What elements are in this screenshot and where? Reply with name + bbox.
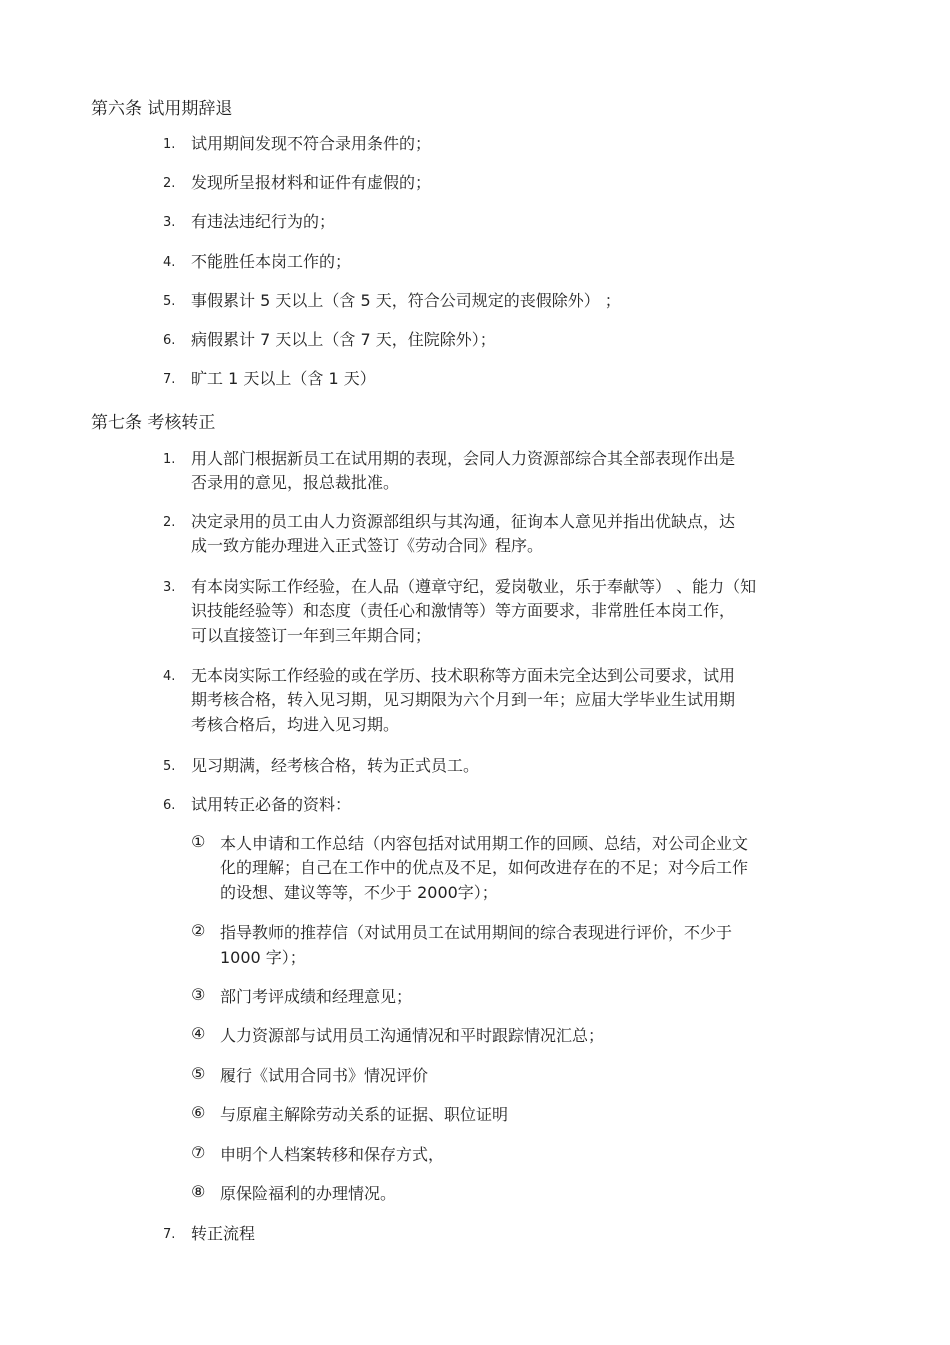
section7-title: 第七条 考核转正 [91,413,216,433]
material-text: 人力资源部与试用员工沟通情况和平时跟踪情况汇总； [220,1026,605,1045]
item-number: 5. [163,759,176,774]
circled-number: ⑤ [191,1064,206,1083]
item-number: 7. [163,372,176,387]
item-number: 4. [163,255,176,270]
item-text: 可以直接签订一年到三年期合同； [191,626,432,645]
circled-number: ② [191,921,206,940]
material-text: 与原雇主解除劳动关系的证据、职位证明 [220,1105,509,1124]
item-text: 有违法违纪行为的； [191,212,336,231]
item-number: 3. [163,215,176,230]
material-text: 申明个人档案转移和保存方式， [220,1145,445,1164]
item-text: 成一致方能办理进入正式签订《劳动合同》程序。 [191,536,544,555]
item-number: 6. [163,333,176,348]
item-number: 2. [163,176,176,191]
circled-number: ⑥ [191,1103,206,1122]
material-text: 履行《试用合同书》情况评价 [220,1066,429,1085]
circled-number: ⑦ [191,1143,206,1162]
material-text: 1000 字）； [220,948,306,967]
material-text: 的设想、建议等等，不少于 2000字）； [220,883,498,902]
item-text: 否录用的意见，报总裁批准。 [191,473,400,492]
circled-number: ⑧ [191,1182,206,1201]
item-number: 3. [163,580,176,595]
item-number: 7. [163,1227,176,1242]
item-text: 考核合格后，均进入见习期。 [191,715,400,734]
material-text: 部门考评成绩和经理意见； [220,987,413,1006]
item-number: 1. [163,452,176,467]
item-text: 无本岗实际工作经验的或在学历、技术职称等方面未完全达到公司要求，试用 [191,666,736,685]
item-text: 识技能经验等）和态度（责任心和激情等）等方面要求，非常胜任本岗工作， [191,601,736,620]
item-text: 病假累计 7 天以上（含 7 天，住院除外）； [191,330,496,349]
item-text: 试用转正必备的资料： [191,795,352,814]
item-number: 6. [163,798,176,813]
item-text: 有本岗实际工作经验，在人品（遵章守纪，爱岗敬业，乐于奉献等） 、能力（知 [191,577,757,596]
item-text: 旷工 1 天以上（含 1 天） [191,369,376,388]
item-number: 2. [163,515,176,530]
circled-number: ④ [191,1024,206,1043]
item-text: 用人部门根据新员工在试用期的表现，会同人力资源部综合其全部表现作出是 [191,449,736,468]
item-text: 期考核合格，转入见习期，见习期限为六个月到一年；应届大学毕业生试用期 [191,690,736,709]
item-text: 不能胜任本岗工作的； [191,252,352,271]
circled-number: ① [191,832,206,851]
material-text: 化的理解；自己在工作中的优点及不足，如何改进存在的不足；对今后工作 [220,858,749,877]
item-number: 1. [163,137,176,152]
item-text: 决定录用的员工由人力资源部组织与其沟通，征询本人意见并指出优缺点，达 [191,512,736,531]
item-number: 4. [163,669,176,684]
material-text: 原保险福利的办理情况。 [220,1184,397,1203]
item-text: 事假累计 5 天以上（含 5 天，符合公司规定的丧假除外） ； [191,291,621,310]
item-text: 见习期满，经考核合格，转为正式员工。 [191,756,480,775]
item-text: 试用期间发现不符合录用条件的； [191,134,432,153]
section6-title: 第六条 试用期辞退 [91,99,233,119]
item-text: 转正流程 [191,1224,256,1243]
material-text: 本人申请和工作总结（内容包括对试用期工作的回顾、总结，对公司企业文 [220,834,749,853]
material-text: 指导教师的推荐信（对试用员工在试用期间的综合表现进行评价，不少于 [220,923,733,942]
item-number: 5. [163,294,176,309]
circled-number: ③ [191,985,206,1004]
item-text: 发现所呈报材料和证件有虚假的； [191,173,432,192]
